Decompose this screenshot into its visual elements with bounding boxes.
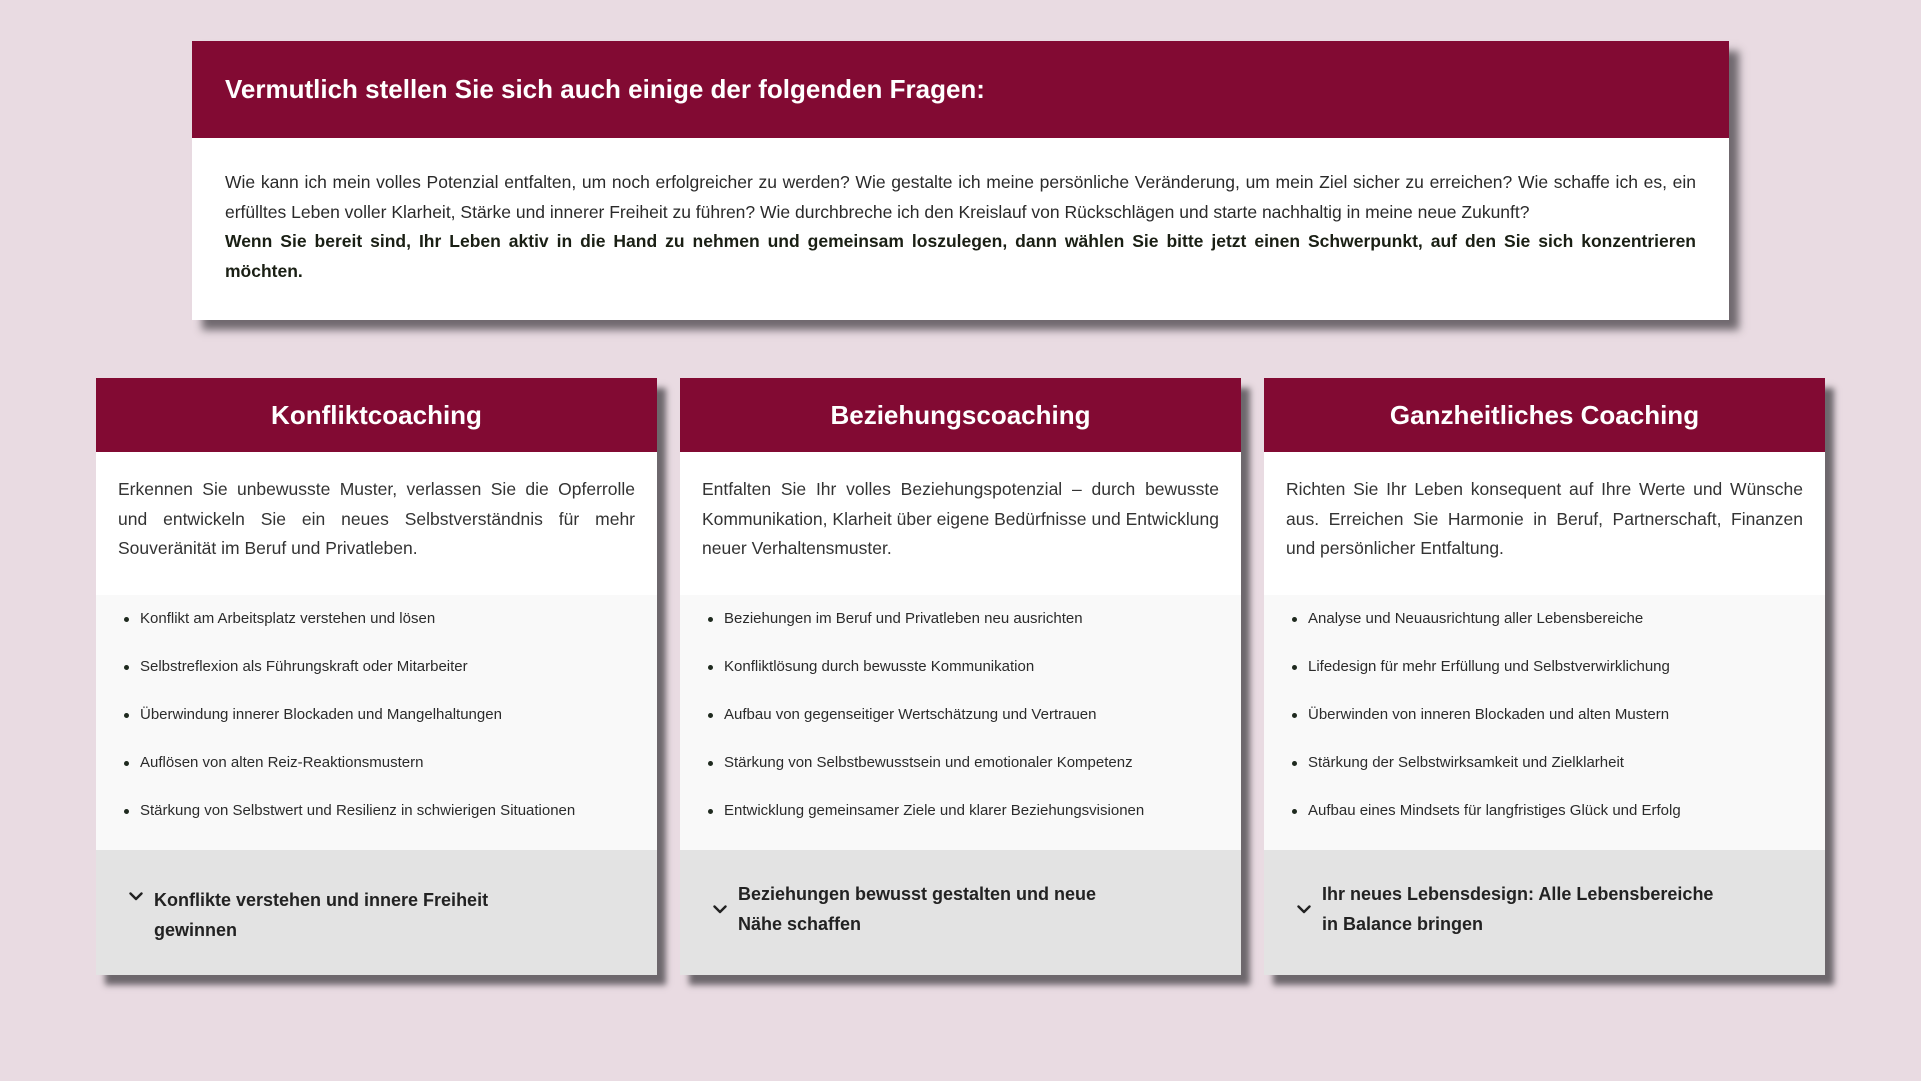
card-description: Erkennen Sie unbewusste Muster, verlassen Sie die Opferrolle und entwickeln Sie ein neues Selbstverständnis für mehr Souveränität im Beruf und Privatleben.	[96, 452, 657, 595]
accordion-toggle[interactable]	[680, 850, 1241, 975]
list-item-text: Entwicklung gemeinsamer Ziele und klarer Beziehungsvisionen	[724, 802, 1145, 819]
list-item	[1308, 704, 1803, 752]
bullet-icon	[124, 713, 129, 718]
bullet-icon	[1292, 713, 1297, 718]
intro-box	[192, 41, 1729, 320]
card-ganzheitliches-coaching	[1264, 378, 1825, 975]
card-feature-list	[96, 595, 657, 850]
list-item	[724, 608, 1219, 656]
chevron-down-icon	[126, 886, 146, 906]
chevron-down-icon	[1294, 900, 1314, 920]
list-item	[1308, 752, 1803, 800]
list-item-text: Stärkung von Selbstwert und Resilienz in schwierigen Situationen	[140, 802, 576, 819]
card-description: Entfalten Sie Ihr volles Beziehungspotenzial – durch bewusste Kommunikation, Klarheit über eigene Bedürfnisse und Entwicklung neuer Verhaltensmuster.	[680, 452, 1241, 595]
bullet-icon	[124, 809, 129, 814]
accordion-title: Konflikte verstehen und innere Freiheit gewinnen	[154, 890, 489, 940]
accordion-title: Ihr neues Lebensdesign: Alle Lebensbereiche in Balance bringen	[1322, 884, 1714, 934]
intro-questions: Wie kann ich mein volles Potenzial entfalten, um noch erfolgreicher zu werden? Wie gestalte ich meine persönliche Veränderung, um mein Ziel sicher zu erreichen? Wie schaffe ich es, ein erfülltes Leben voller Klarheit, Stärke und innerer Freiheit zu führen? Wie durchbreche ich den Kreislauf von Rückschlägen und starte nachhaltig in meine neue Zukunft?	[225, 172, 1696, 222]
list-item-text: Beziehungen im Beruf und Privatleben neu ausrichten	[724, 610, 1083, 627]
intro-title: Vermutlich stellen Sie sich auch einige der folgenden Fragen:	[192, 41, 1729, 138]
list-item-text: Auflösen von alten Reiz-Reaktionsmustern	[140, 754, 424, 771]
list-item	[140, 800, 635, 848]
list-item	[724, 752, 1219, 800]
list-item	[724, 800, 1219, 848]
list-item-text: Überwinden von inneren Blockaden und alten Mustern	[1308, 706, 1670, 723]
list-item-text: Konflikt am Arbeitsplatz verstehen und lösen	[140, 610, 436, 627]
list-item-text: Aufbau von gegenseitiger Wertschätzung und Vertrauen	[724, 706, 1097, 723]
list-item-text: Stärkung von Selbstbewusstsein und emotionaler Kompetenz	[724, 754, 1133, 771]
bullet-icon	[1292, 761, 1297, 766]
bullet-icon	[124, 761, 129, 766]
accordion-title: Beziehungen bewusst gestalten und neue Nähe schaffen	[738, 884, 1097, 934]
list-item	[140, 752, 635, 800]
card-description: Richten Sie Ihr Leben konsequent auf Ihre Werte und Wünsche aus. Erreichen Sie Harmonie in Beruf, Partnerschaft, Finanzen und persönlicher Entfaltung.	[1264, 452, 1825, 595]
card-title: Konfliktcoaching	[96, 378, 657, 452]
bullet-icon	[1292, 665, 1297, 670]
card-konfliktcoaching	[96, 378, 657, 975]
card-title: Beziehungscoaching	[680, 378, 1241, 452]
list-item-text: Konfliktlösung durch bewusste Kommunikation	[724, 658, 1035, 675]
bullet-icon	[708, 665, 713, 670]
chevron-down-icon	[710, 900, 730, 920]
bullet-icon	[708, 761, 713, 766]
list-item	[140, 656, 635, 704]
bullet-icon	[708, 617, 713, 622]
list-item	[1308, 800, 1803, 848]
bullet-icon	[708, 809, 713, 814]
bullet-icon	[1292, 809, 1297, 814]
list-item-text: Analyse und Neuausrichtung aller Lebensbereiche	[1308, 610, 1644, 627]
list-item	[1308, 656, 1803, 704]
card-feature-list	[1264, 595, 1825, 850]
list-item-text: Stärkung der Selbstwirksamkeit und Zielklarheit	[1308, 754, 1624, 771]
list-item	[140, 608, 635, 656]
list-item	[724, 656, 1219, 704]
list-item-text: Aufbau eines Mindsets für langfristiges Glück und Erfolg	[1308, 802, 1681, 819]
bullet-icon	[124, 617, 129, 622]
bullet-icon	[708, 713, 713, 718]
list-item-text: Lifedesign für mehr Erfüllung und Selbstverwirklichung	[1308, 658, 1670, 675]
bullet-icon	[124, 665, 129, 670]
list-item-text: Selbstreflexion als Führungskraft oder Mitarbeiter	[140, 658, 468, 675]
intro-call-to-action: Wenn Sie bereit sind, Ihr Leben aktiv in die Hand zu nehmen und gemeinsam loszulegen, dann wählen Sie bitte jetzt einen Schwerpunkt, auf den Sie sich konzentrieren möchten.	[225, 231, 1696, 281]
list-item	[724, 704, 1219, 752]
list-item	[140, 704, 635, 752]
card-beziehungscoaching	[680, 378, 1241, 975]
card-title: Ganzheitliches Coaching	[1264, 378, 1825, 452]
list-item	[1308, 608, 1803, 656]
list-item-text: Überwindung innerer Blockaden und Mangelhaltungen	[140, 706, 502, 723]
accordion-toggle[interactable]	[1264, 850, 1825, 975]
accordion-toggle[interactable]	[96, 850, 657, 975]
intro-body	[192, 138, 1729, 320]
coaching-cards	[96, 378, 1825, 975]
bullet-icon	[1292, 617, 1297, 622]
card-feature-list	[680, 595, 1241, 850]
